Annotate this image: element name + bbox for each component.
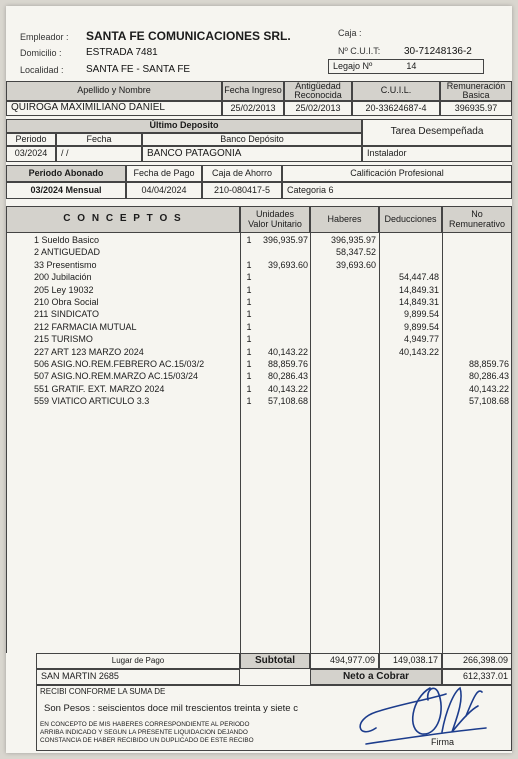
localidad-value: SANTA FE - SANTA FE [86, 64, 191, 75]
employee-remuneracion: 396935.97 [440, 101, 512, 116]
deposito-fecha-label: Fecha [56, 133, 142, 146]
concept-units: 1 [246, 371, 252, 382]
deposito-fecha: / / [56, 146, 142, 162]
col-divider-haberes [310, 233, 311, 653]
recibi-text: RECIBI CONFORME LA SUMA DE [40, 687, 166, 696]
concept-no-rem: 40,143.22 [468, 383, 509, 394]
pago-fecha-label: Fecha de Pago [126, 165, 202, 182]
concept-units: 1 [246, 334, 252, 345]
concept-units: 1 [246, 259, 252, 270]
concept-units: 1 [246, 235, 252, 245]
employee-name: QUIROGA MAXIMILIANO DANIEL [6, 101, 222, 116]
concept-units: 1 [246, 284, 252, 295]
concept-deducciones: 4,949.77 [403, 334, 439, 345]
col-divider-deducciones [379, 233, 380, 653]
col-divider-no-rem [442, 233, 443, 653]
legal-line-2: ARRIBA INDICADO Y SEGUN LA PRESENTE LIQUIDACION DEJANDO [40, 729, 248, 736]
domicilio-label: Domicilio : [20, 48, 62, 58]
legal-line-3: CONSTANCIA DE HABER RECIBIDO UN DUPLICADO DE ESTE RECIBO [40, 737, 254, 744]
concept-units: 1 [246, 309, 252, 320]
concept-units: 1 [246, 272, 252, 283]
concept-desc: 551 GRATIF. EXT. MARZO 2024 [34, 383, 165, 394]
employee-antiguedad: 25/02/2013 [284, 101, 352, 116]
concept-desc: 212 FARMACIA MUTUAL [34, 321, 137, 332]
header-deducciones: Deducciones [379, 206, 442, 233]
signature-image [346, 670, 496, 752]
cuit-value: 30-71248136-2 [404, 46, 472, 57]
concept-deducciones: 9,899.54 [403, 321, 439, 332]
neto-label: Neto a Cobrar [310, 669, 442, 685]
concept-deducciones: 9,899.54 [403, 309, 439, 320]
lugar-pago-value: SAN MARTIN 2685 [36, 669, 240, 685]
concept-haberes: 396,935.97 [330, 235, 376, 245]
concept-desc: 506 ASIG.NO.REM.FEBRERO AC.15/03/2 [34, 359, 205, 369]
pago-caja: 210-080417-5 [202, 182, 282, 199]
header-conceptos: C O N C E P T O S [6, 206, 240, 233]
concept-valor: 40,143.22 [267, 383, 308, 394]
header-unidades [240, 206, 310, 233]
empleador-label: Empleador : [20, 32, 69, 42]
concept-no-rem: 57,108.68 [468, 396, 509, 407]
concept-desc: 210 Obra Social [34, 297, 99, 307]
concept-valor: 57,108.68 [267, 396, 308, 407]
deposito-periodo: 03/2024 [6, 146, 56, 162]
concept-valor: 396,935.97 [262, 235, 308, 245]
header-antiguedad: Antigüedad Reconocida [284, 81, 352, 101]
subtotal-haberes: 494,977.09 [310, 653, 379, 669]
concept-desc: 2 ANTIGUEDAD [34, 247, 101, 258]
deposito-periodo-label: Periodo [6, 133, 56, 146]
header-valor-unitario-label: Valor Unitario [248, 218, 302, 229]
payslip [6, 6, 512, 753]
subtotal-label: Subtotal [240, 653, 310, 669]
deposito-banco: BANCO PATAGONIA [142, 146, 362, 162]
legajo-value: 14 [406, 60, 417, 71]
legal-line-1: EN CONCEPTO DE MIS HABERES CORRESPONDIENTE AL PERIODO [40, 721, 250, 728]
header-unidades-label: Unidades [255, 209, 295, 220]
firma-label: Firma [431, 737, 454, 747]
pago-periodo-label: Periodo Abonado [6, 165, 126, 182]
son-pesos-text: Son Pesos : seiscientos doce mil trescientos treinta y siete c [44, 703, 298, 714]
employee-fecha-ingreso: 25/02/2013 [222, 101, 284, 116]
concept-no-rem: 88,859.76 [468, 359, 509, 369]
concept-units: 1 [246, 297, 252, 307]
concept-desc: 227 ART 123 MARZO 2024 [34, 346, 144, 357]
header-haberes: Haberes [310, 206, 379, 233]
concept-valor: 88,859.76 [267, 359, 308, 369]
concept-units: 1 [246, 321, 252, 332]
concept-deducciones: 40,143.22 [398, 346, 439, 357]
deposito-banco-label: Banco Depósito [142, 133, 362, 146]
concept-valor: 40,143.22 [267, 346, 308, 357]
empleador-name: SANTA FE COMUNICACIONES SRL. [86, 29, 291, 43]
subtotal-deducciones: 149,038.17 [379, 653, 442, 669]
concept-units: 1 [246, 383, 252, 394]
concept-no-rem: 80,286.43 [468, 371, 509, 382]
concept-desc: 559 VIATICO ARTICULO 3.3 [34, 396, 150, 407]
pago-caja-label: Caja de Ahorro [202, 165, 282, 182]
concept-desc: 200 Jubilación [34, 272, 92, 283]
pago-fecha: 04/04/2024 [126, 182, 202, 199]
header-no-remunerativo: No Remunerativo [442, 206, 512, 233]
domicilio-value: ESTRADA 7481 [86, 47, 158, 58]
concept-valor: 80,286.43 [267, 371, 308, 382]
header-fecha-ingreso: Fecha Ingreso [222, 81, 284, 101]
concepts-body [6, 233, 512, 653]
concept-deducciones: 54,447.48 [398, 272, 439, 283]
header-remuneracion: Remuneración Basica [440, 81, 512, 101]
neto-value: 612,337.01 [442, 669, 512, 685]
deposito-title: Último Deposito [6, 119, 362, 133]
concept-units: 1 [246, 359, 252, 369]
tarea-value: Instalador [362, 146, 512, 162]
pago-periodo: 03/2024 Mensual [6, 182, 126, 199]
concept-deducciones: 14,849.31 [398, 297, 439, 307]
localidad-label: Localidad : [20, 65, 64, 75]
subtotal-no-rem: 266,398.09 [442, 653, 512, 669]
concept-desc: 33 Presentismo [34, 259, 97, 270]
employee-cuil: 20-33624687-4 [352, 101, 440, 116]
concept-haberes: 58,347.52 [335, 247, 376, 258]
caja-label: Caja : [338, 28, 362, 38]
header-cuil: C.U.I.L. [352, 81, 440, 101]
concept-desc: 1 Sueldo Basico [34, 235, 100, 245]
pago-calif-label: Calificación Profesional [282, 165, 512, 182]
concept-desc: 507 ASIG.NO.REM.MARZO AC.15/03/24 [34, 371, 199, 382]
lugar-pago-label: Lugar de Pago [36, 653, 240, 669]
concept-desc: 205 Ley 19032 [34, 284, 94, 295]
legajo-box [328, 59, 484, 74]
header-apellido: Apellido y Nombre [6, 81, 222, 101]
concept-units: 1 [246, 346, 252, 357]
concept-haberes: 39,693.60 [335, 259, 376, 270]
concept-desc: 211 SINDICATO [34, 309, 100, 320]
concept-desc: 215 TURISMO [34, 334, 93, 345]
legajo-label: Legajo Nº [333, 60, 373, 71]
concept-valor: 39,693.60 [267, 259, 308, 270]
cuit-label: Nº C.U.I.T: [338, 46, 381, 56]
concept-units: 1 [246, 396, 252, 407]
col-divider-unidades [240, 233, 241, 653]
concept-deducciones: 14,849.31 [398, 284, 439, 295]
pago-calif: Categoria 6 [282, 182, 512, 199]
tarea-label: Tarea Desempeñada [362, 119, 512, 146]
